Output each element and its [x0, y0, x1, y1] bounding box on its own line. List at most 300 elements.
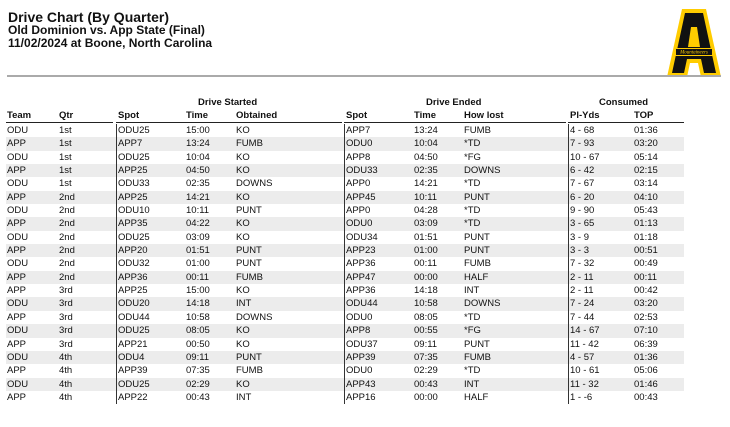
cell-spot-start: ODU20 [118, 298, 150, 310]
cell-how-lost: *TD [464, 218, 481, 230]
cell-qtr: 1st [59, 178, 72, 190]
cell-time-start: 15:00 [186, 125, 210, 136]
cell-team: ODU [7, 205, 29, 217]
cell-spot-end: APP39 [346, 351, 376, 363]
column-divider [344, 244, 345, 257]
cell-obtained: KO [236, 285, 250, 297]
cell-time-end: 07:35 [414, 351, 438, 363]
cell-how-lost: FUMB [464, 258, 491, 270]
cell-time-start: 04:50 [186, 165, 210, 177]
cell-spot-start: ODU32 [118, 258, 150, 270]
cell-qtr: 1st [59, 125, 72, 136]
cell-qtr: 4th [59, 391, 73, 403]
col-pl-yds: Pl-Yds [570, 110, 600, 121]
cell-pl-yds: 4 - 57 [570, 351, 595, 363]
cell-qtr: 2nd [59, 271, 75, 283]
group-consumed: Consumed [599, 97, 649, 108]
cell-qtr: 1st [59, 165, 72, 177]
cell-time-end: 03:09 [414, 218, 438, 230]
column-divider [116, 297, 117, 310]
cell-spot-start: ODU25 [118, 151, 150, 163]
cell-time-end: 10:58 [414, 298, 438, 310]
column-divider [116, 231, 117, 244]
column-divider [568, 338, 569, 351]
cell-spot-end: ODU44 [346, 298, 378, 310]
column-divider [344, 271, 345, 284]
drive-row [0, 191, 730, 204]
cell-how-lost: FUMB [464, 351, 491, 363]
cell-obtained: PUNT [236, 258, 262, 270]
cell-qtr: 2nd [59, 218, 75, 230]
cell-spot-end: ODU0 [346, 311, 373, 323]
cell-team: ODU [7, 151, 29, 163]
cell-spot-end: APP36 [346, 258, 376, 270]
cell-spot-end: APP36 [346, 285, 376, 297]
cell-spot-end: APP47 [346, 271, 376, 283]
col-time-end: Time [414, 110, 437, 121]
cell-how-lost: FUMB [464, 125, 491, 136]
cell-time-start: 03:09 [186, 231, 210, 243]
column-divider [344, 324, 345, 337]
cell-top: 02:15 [634, 165, 658, 177]
cell-time-start: 02:29 [186, 378, 210, 390]
cell-top: 03:20 [634, 138, 658, 150]
cell-qtr: 1st [59, 138, 72, 150]
column-divider [116, 257, 117, 270]
cell-top: 03:20 [634, 298, 658, 310]
drive-row [0, 338, 730, 351]
cell-how-lost: PUNT [464, 231, 490, 243]
column-divider [116, 311, 117, 324]
cell-spot-start: APP25 [118, 165, 148, 177]
column-divider [116, 164, 117, 177]
cell-spot-start: ODU33 [118, 178, 150, 190]
logo-wordmark: Mountaineers [680, 50, 708, 56]
column-divider [116, 151, 117, 164]
cell-pl-yds: 6 - 20 [570, 191, 595, 203]
cell-team: APP [7, 165, 27, 177]
cell-spot-end: ODU0 [346, 365, 373, 377]
cell-obtained: KO [236, 378, 250, 390]
cell-time-end: 01:51 [414, 231, 438, 243]
drive-table [0, 124, 730, 404]
cell-spot-start: ODU25 [118, 125, 150, 136]
cell-spot-start: ODU44 [118, 311, 150, 323]
col-spot-start: Spot [118, 110, 140, 121]
cell-team: APP [7, 365, 27, 377]
cell-pl-yds: 3 - 3 [570, 245, 590, 257]
cell-top: 03:14 [634, 178, 658, 190]
cell-team: APP [7, 191, 27, 203]
cell-top: 05:06 [634, 365, 658, 377]
cell-spot-end: APP43 [346, 378, 376, 390]
cell-team: ODU [7, 378, 29, 390]
cell-top: 01:13 [634, 218, 658, 230]
cell-spot-end: APP16 [346, 391, 376, 403]
column-divider [568, 164, 569, 177]
cell-spot-start: APP36 [118, 271, 148, 283]
cell-spot-start: APP25 [118, 191, 148, 203]
column-divider [116, 217, 117, 230]
column-divider [568, 364, 569, 377]
cell-top: 04:10 [634, 191, 658, 203]
cell-spot-end: ODU0 [346, 138, 373, 150]
cell-time-end: 00:00 [414, 391, 438, 403]
cell-time-end: 04:50 [414, 151, 438, 163]
column-divider [116, 364, 117, 377]
cell-how-lost: *TD [464, 311, 481, 323]
cell-time-end: 04:28 [414, 205, 438, 217]
group-drive-ended: Drive Ended [426, 97, 482, 108]
cell-how-lost: HALF [464, 271, 489, 283]
cell-spot-end: APP8 [346, 325, 371, 337]
report-header [8, 11, 212, 50]
cell-time-end: 10:11 [414, 191, 438, 203]
column-divider [568, 324, 569, 337]
cell-team: ODU [7, 231, 29, 243]
cell-spot-end: APP23 [346, 245, 376, 257]
col-spot-end: Spot [346, 110, 368, 121]
column-divider [344, 297, 345, 310]
cell-pl-yds: 2 - 11 [570, 271, 594, 283]
cell-pl-yds: 7 - 24 [570, 298, 595, 310]
cell-pl-yds: 1 - -6 [570, 391, 593, 403]
cell-spot-start: ODU25 [118, 231, 150, 243]
cell-top: 02:53 [634, 311, 658, 323]
cell-spot-end: ODU0 [346, 218, 373, 230]
cell-top: 01:36 [634, 351, 658, 363]
column-divider [116, 244, 117, 257]
cell-pl-yds: 14 - 67 [570, 325, 600, 337]
cell-qtr: 4th [59, 351, 73, 363]
cell-pl-yds: 4 - 68 [570, 125, 595, 136]
cell-qtr: 4th [59, 365, 73, 377]
cell-time-end: 10:04 [414, 138, 438, 150]
column-divider [568, 271, 569, 284]
column-divider [344, 284, 345, 297]
cell-qtr: 3rd [59, 325, 73, 337]
cell-how-lost: INT [464, 378, 480, 390]
column-divider [116, 351, 117, 364]
column-divider [568, 244, 569, 257]
cell-team: ODU [7, 125, 29, 136]
cell-how-lost: DOWNS [464, 165, 501, 177]
drive-row [0, 297, 730, 310]
drive-row [0, 324, 730, 337]
column-divider [116, 204, 117, 217]
cell-spot-start: APP35 [118, 218, 148, 230]
cell-how-lost: *FG [464, 151, 481, 163]
column-divider [116, 324, 117, 337]
cell-how-lost: *TD [464, 178, 481, 190]
cell-how-lost: *TD [464, 205, 481, 217]
group-drive-started: Drive Started [198, 97, 258, 108]
cell-spot-start: APP20 [118, 245, 148, 257]
cell-pl-yds: 10 - 61 [570, 365, 600, 377]
cell-how-lost: PUNT [464, 191, 490, 203]
drive-row [0, 284, 730, 297]
column-divider [116, 137, 117, 150]
drive-row [0, 151, 730, 164]
cell-time-end: 00:55 [414, 325, 438, 337]
cell-qtr: 3rd [59, 311, 73, 323]
cell-time-start: 01:51 [186, 245, 210, 257]
column-divider [568, 311, 569, 324]
cell-qtr: 2nd [59, 231, 75, 243]
cell-time-end: 02:35 [414, 165, 438, 177]
column-divider [568, 351, 569, 364]
drive-row [0, 177, 730, 190]
cell-pl-yds: 3 - 9 [570, 231, 590, 243]
cell-spot-start: APP25 [118, 285, 148, 297]
column-divider [568, 204, 569, 217]
cell-pl-yds: 7 - 32 [570, 258, 595, 270]
cell-spot-start: ODU25 [118, 378, 150, 390]
column-divider [344, 191, 345, 204]
drive-row [0, 257, 730, 270]
underline-team-qtr [6, 122, 113, 123]
cell-pl-yds: 9 - 90 [570, 205, 595, 217]
cell-how-lost: PUNT [464, 338, 490, 350]
cell-spot-end: APP0 [346, 205, 371, 217]
column-divider [116, 378, 117, 391]
cell-qtr: 3rd [59, 285, 73, 297]
column-divider [568, 137, 569, 150]
cell-team: ODU [7, 351, 29, 363]
cell-qtr: 4th [59, 378, 73, 390]
cell-team: APP [7, 338, 27, 350]
cell-time-end: 01:00 [414, 245, 438, 257]
cell-time-start: 13:24 [186, 138, 210, 150]
matchup-line: Old Dominion vs. App State (Final) [8, 23, 205, 37]
column-divider [344, 164, 345, 177]
cell-pl-yds: 7 - 44 [570, 311, 595, 323]
cell-time-end: 14:21 [414, 178, 438, 190]
cell-team: ODU [7, 178, 29, 190]
column-divider [568, 284, 569, 297]
report-title: Drive Chart (By Quarter) [8, 9, 170, 25]
cell-team: APP [7, 271, 27, 283]
cell-top: 01:46 [634, 378, 658, 390]
cell-obtained: KO [236, 218, 250, 230]
team-logo [667, 7, 721, 77]
cell-obtained: INT [236, 391, 252, 403]
cell-top: 00:11 [634, 271, 658, 283]
cell-pl-yds: 3 - 65 [570, 218, 595, 230]
column-divider [568, 191, 569, 204]
cell-team: APP [7, 391, 27, 403]
cell-team: ODU [7, 325, 29, 337]
cell-time-end: 09:11 [414, 338, 438, 350]
column-divider [568, 177, 569, 190]
cell-obtained: PUNT [236, 351, 262, 363]
underline-drive-started [116, 122, 342, 123]
cell-obtained: DOWNS [236, 311, 273, 323]
column-divider [344, 231, 345, 244]
cell-how-lost: DOWNS [464, 298, 501, 310]
cell-obtained: KO [236, 231, 250, 243]
cell-team: APP [7, 138, 27, 150]
cell-top: 06:39 [634, 338, 658, 350]
cell-top: 00:42 [634, 285, 658, 297]
cell-pl-yds: 7 - 67 [570, 178, 595, 190]
cell-obtained: FUMB [236, 138, 263, 150]
date-location-line: 11/02/2024 at Boone, North Carolina [8, 36, 213, 50]
cell-time-start: 00:50 [186, 338, 210, 350]
cell-qtr: 1st [59, 151, 72, 163]
cell-time-start: 01:00 [186, 258, 210, 270]
col-time-start: Time [186, 110, 209, 121]
cell-obtained: PUNT [236, 245, 262, 257]
drive-row [0, 231, 730, 244]
column-divider [344, 351, 345, 364]
cell-time-end: 08:05 [414, 311, 438, 323]
cell-team: APP [7, 245, 27, 257]
cell-time-end: 00:43 [414, 378, 438, 390]
cell-qtr: 2nd [59, 205, 75, 217]
cell-spot-end: APP0 [346, 178, 371, 190]
cell-obtained: KO [236, 165, 250, 177]
cell-time-start: 00:11 [186, 271, 210, 283]
cell-spot-start: APP7 [118, 138, 143, 150]
cell-team: ODU [7, 298, 29, 310]
cell-time-start: 04:22 [186, 218, 210, 230]
cell-spot-start: ODU4 [118, 351, 145, 363]
cell-obtained: FUMB [236, 365, 263, 377]
cell-time-start: 15:00 [186, 285, 210, 297]
drive-row [0, 217, 730, 230]
cell-top: 00:49 [634, 258, 658, 270]
column-divider [344, 124, 345, 137]
column-divider [568, 124, 569, 137]
col-qtr: Qtr [59, 110, 74, 121]
cell-qtr: 2nd [59, 258, 75, 270]
cell-pl-yds: 7 - 93 [570, 138, 595, 150]
cell-top: 00:43 [634, 391, 658, 403]
cell-qtr: 3rd [59, 338, 73, 350]
cell-spot-start: APP39 [118, 365, 148, 377]
cell-how-lost: *FG [464, 325, 481, 337]
cell-team: APP [7, 218, 27, 230]
cell-how-lost: INT [464, 285, 480, 297]
column-divider [344, 204, 345, 217]
column-divider [568, 391, 569, 404]
cell-how-lost: HALF [464, 391, 489, 403]
cell-time-start: 00:43 [186, 391, 210, 403]
cell-obtained: KO [236, 325, 250, 337]
cell-spot-end: ODU33 [346, 165, 378, 177]
column-divider [568, 257, 569, 270]
cell-how-lost: *TD [464, 138, 481, 150]
cell-time-start: 14:18 [186, 298, 210, 310]
drive-row [0, 124, 730, 137]
column-divider [344, 364, 345, 377]
cell-spot-start: APP21 [118, 338, 148, 350]
drive-row [0, 137, 730, 150]
column-divider [116, 271, 117, 284]
cell-time-end: 02:29 [414, 365, 438, 377]
cell-time-start: 14:21 [186, 191, 210, 203]
cell-time-end: 14:18 [414, 285, 438, 297]
cell-top: 05:14 [634, 151, 658, 163]
cell-time-start: 10:11 [186, 205, 210, 217]
drive-row [0, 391, 730, 404]
column-divider [568, 217, 569, 230]
column-divider [568, 378, 569, 391]
cell-qtr: 2nd [59, 245, 75, 257]
column-divider [344, 137, 345, 150]
cell-time-start: 08:05 [186, 325, 210, 337]
drive-row [0, 378, 730, 391]
col-obtained: Obtained [236, 110, 278, 121]
drive-row [0, 364, 730, 377]
column-divider [116, 338, 117, 351]
cell-obtained: KO [236, 125, 250, 136]
drive-row [0, 311, 730, 324]
cell-spot-end: APP45 [346, 191, 376, 203]
col-how-lost: How lost [464, 110, 504, 121]
cell-qtr: 3rd [59, 298, 73, 310]
cell-team: ODU [7, 258, 29, 270]
cell-top: 01:36 [634, 125, 658, 136]
drive-row [0, 204, 730, 217]
column-divider [344, 338, 345, 351]
column-divider [344, 217, 345, 230]
cell-pl-yds: 2 - 11 [570, 285, 594, 297]
drive-row [0, 244, 730, 257]
column-divider [568, 297, 569, 310]
cell-time-end: 13:24 [414, 125, 438, 136]
column-divider [344, 257, 345, 270]
cell-obtained: PUNT [236, 205, 262, 217]
underline-drive-ended [344, 122, 566, 123]
cell-team: APP [7, 311, 27, 323]
cell-pl-yds: 11 - 42 [570, 338, 599, 350]
column-divider [568, 231, 569, 244]
cell-pl-yds: 6 - 42 [570, 165, 595, 177]
cell-time-start: 10:58 [186, 311, 210, 323]
column-divider [344, 378, 345, 391]
cell-spot-end: ODU34 [346, 231, 378, 243]
cell-pl-yds: 10 - 67 [570, 151, 600, 163]
cell-how-lost: PUNT [464, 245, 490, 257]
underline-consumed [568, 122, 684, 123]
column-divider [116, 124, 117, 137]
cell-time-end: 00:00 [414, 271, 438, 283]
cell-spot-end: APP8 [346, 151, 371, 163]
cell-time-start: 10:04 [186, 151, 210, 163]
cell-how-lost: *TD [464, 365, 481, 377]
cell-spot-start: ODU10 [118, 205, 150, 217]
cell-top: 00:51 [634, 245, 658, 257]
drive-row [0, 164, 730, 177]
column-divider [116, 284, 117, 297]
col-team: Team [7, 110, 32, 121]
cell-spot-end: ODU37 [346, 338, 378, 350]
cell-obtained: KO [236, 338, 250, 350]
cell-top: 07:10 [634, 325, 658, 337]
cell-top: 01:18 [634, 231, 658, 243]
cell-spot-start: APP22 [118, 391, 148, 403]
col-top: TOP [634, 110, 654, 121]
cell-obtained: FUMB [236, 271, 263, 283]
cell-time-start: 09:11 [186, 351, 210, 363]
column-divider [116, 177, 117, 190]
cell-time-end: 00:11 [414, 258, 438, 270]
column-divider [116, 191, 117, 204]
cell-obtained: KO [236, 151, 250, 163]
column-divider [344, 311, 345, 324]
